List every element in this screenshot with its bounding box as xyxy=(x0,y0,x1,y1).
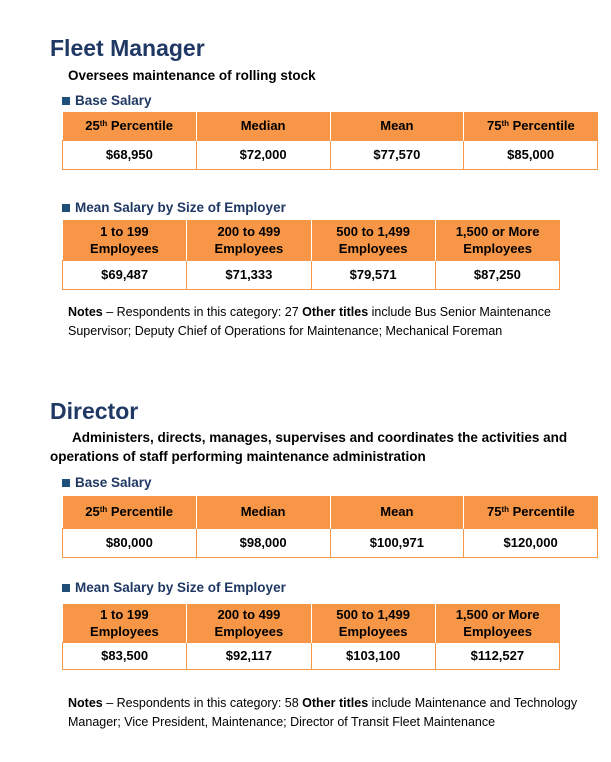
base-salary-heading xyxy=(62,475,152,490)
value-size-4: $112,527 xyxy=(435,642,559,669)
base-salary-table xyxy=(62,112,598,170)
value-size-3: $79,571 xyxy=(311,260,435,289)
header-size-4: 1,500 or More Employees xyxy=(435,220,559,260)
base-salary-label: Base Salary xyxy=(75,475,152,490)
table-header-row xyxy=(63,496,598,528)
value-25th-percentile: $80,000 xyxy=(63,528,197,557)
square-bullet-icon xyxy=(62,97,70,105)
header-75th-percentile: 75th Percentile xyxy=(464,112,598,140)
header-size-2: 200 to 499 Employees xyxy=(187,220,311,260)
value-median: $72,000 xyxy=(196,140,330,169)
value-size-4: $87,250 xyxy=(435,260,559,289)
header-size-3: 500 to 1,499 Employees xyxy=(311,220,435,260)
value-mean: $100,971 xyxy=(330,528,464,557)
value-75th-percentile: $85,000 xyxy=(464,140,598,169)
square-bullet-icon xyxy=(62,584,70,592)
header-25th-percentile: 25th Percentile xyxy=(63,112,197,140)
value-size-2: $92,117 xyxy=(187,642,311,669)
value-median: $98,000 xyxy=(196,528,330,557)
header-mean: Mean xyxy=(330,496,464,528)
header-75th-percentile: 75th Percentile xyxy=(464,496,598,528)
value-size-1: $69,487 xyxy=(63,260,187,289)
header-median: Median xyxy=(196,496,330,528)
header-median: Median xyxy=(196,112,330,140)
respondents-text: – Respondents in this category: 58 xyxy=(102,696,303,710)
header-size-4: 1,500 or More Employees xyxy=(435,604,559,642)
table-header-row xyxy=(63,220,560,260)
value-size-3: $103,100 xyxy=(311,642,435,669)
table-row xyxy=(63,140,598,169)
header-size-3: 500 to 1,499 Employees xyxy=(311,604,435,642)
header-25th-percentile: 25th Percentile xyxy=(63,496,197,528)
other-titles-label: Other titles xyxy=(302,305,369,319)
size-salary-label: Mean Salary by Size of Employer xyxy=(75,580,286,595)
table-header-row xyxy=(63,604,560,642)
table-row xyxy=(63,528,598,557)
notes-paragraph xyxy=(68,303,608,341)
value-size-1: $83,500 xyxy=(63,642,187,669)
section-description: Oversees maintenance of rolling stock xyxy=(68,68,316,83)
table-header-row xyxy=(63,112,598,140)
other-titles-text: include Maintenance and Technology Manager; Vice President, Maintenance; Director of Transit Fleet Maintenance xyxy=(68,696,578,729)
size-salary-heading xyxy=(62,580,286,595)
base-salary-heading xyxy=(62,93,152,108)
size-salary-table xyxy=(62,220,560,290)
section-title-fleet-manager: Fleet Manager xyxy=(50,35,205,61)
header-mean: Mean xyxy=(330,112,464,140)
table-row xyxy=(63,642,560,669)
value-mean: $77,570 xyxy=(330,140,464,169)
square-bullet-icon xyxy=(62,479,70,487)
header-size-2: 200 to 499 Employees xyxy=(187,604,311,642)
other-titles-label: Other titles xyxy=(302,696,369,710)
header-size-1: 1 to 199 Employees xyxy=(63,604,187,642)
size-salary-label: Mean Salary by Size of Employer xyxy=(75,200,286,215)
base-salary-table xyxy=(62,496,598,558)
value-size-2: $71,333 xyxy=(187,260,311,289)
value-75th-percentile: $120,000 xyxy=(464,528,598,557)
section-title-director: Director xyxy=(50,398,139,424)
value-25th-percentile: $68,950 xyxy=(63,140,197,169)
section-description: Administers, directs, manages, supervises and coordinates the activities and operations of staff performing maintenance administration xyxy=(50,430,568,464)
square-bullet-icon xyxy=(62,204,70,212)
size-salary-table xyxy=(62,604,560,670)
respondents-text: – Respondents in this category: 27 xyxy=(102,305,303,319)
notes-label: Notes xyxy=(68,305,103,319)
table-row xyxy=(63,260,560,289)
base-salary-label: Base Salary xyxy=(75,93,152,108)
header-size-1: 1 to 199 Employees xyxy=(63,220,187,260)
notes-label: Notes xyxy=(68,696,103,710)
other-titles-text: include Bus Senior Maintenance Supervisor; Deputy Chief of Operations for Maintenance; Mechanical Foreman xyxy=(68,305,551,338)
notes-paragraph xyxy=(68,694,608,732)
size-salary-heading xyxy=(62,200,286,215)
